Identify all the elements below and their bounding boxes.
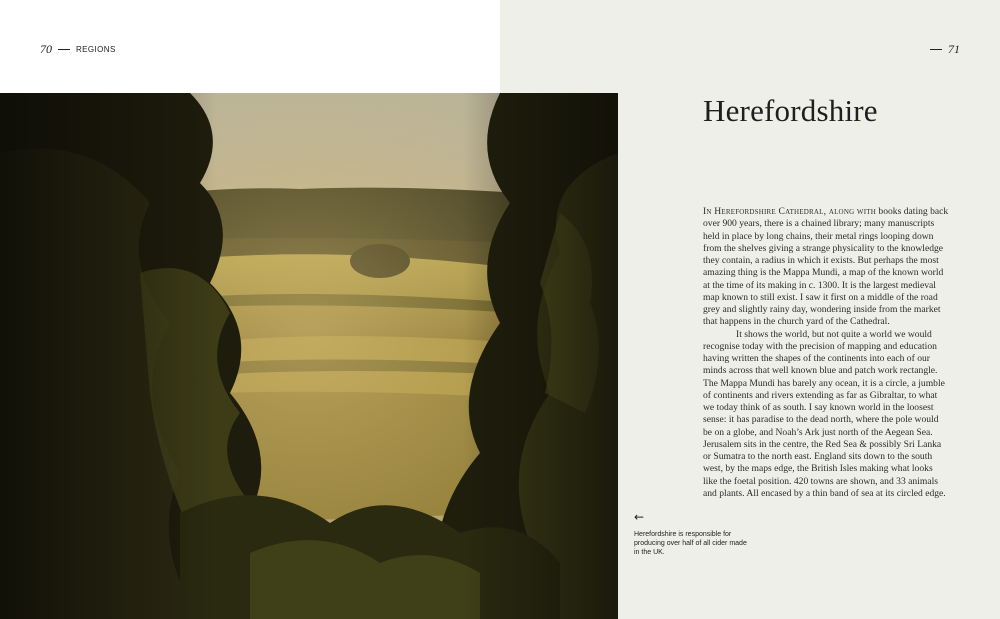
right-folio: [930, 42, 960, 57]
left-page-number: 70: [40, 42, 52, 56]
article-title: Herefordshire: [703, 93, 878, 128]
photo-caption: Herefordshire is responsible for producing over half of all cider made in the UK.: [634, 531, 747, 556]
article-paragraph: It shows the world, but not quite a world we would recognise today with the precision of mapping and education having written the shapes of the continents into each of our minds across that well known blue and patch work rectangle. The Mappa Mundi has barely any ocean, it is a circle, a jumble of continents and rivers extending as far as Gibraltar, to what we today think of as south. I say known world in the loosest sense: it has paradise to the dead north, where the pole would be on a globe, and Noah’s Ark just north of the Aegean Sea. Jerusalem sits in the centre, the Red Sea & possibly Sri Lanka or Sumatra to the north east. England sits down to the south west, by the maps edge, the British Isles making what looks like the foetal position. 420 towns are shown, and 33 animals and plants. All encased by a thin band of sea at its circled edge.: [703, 328, 946, 499]
left-folio: [40, 42, 116, 57]
folio-dash: [58, 49, 70, 50]
article-body: [703, 206, 949, 500]
paragraph-text: books dating back over 900 years, there is a chained library; many manuscripts held in place by long chains, their metal rings looping down from the shelves giving a strange physicality to the knowledge they contain, a radius in which it exists. But perhaps the most amazing thing is the Mappa Mundi, a map of the known world at the time of its making in c. 1300. It is the largest medieval map known to still exist. I saw it first on a middle of the road grey and slightly rainy day, wondering inside from the market that happens in the church yard of the Cathedral.: [703, 206, 949, 328]
article-paragraph: [703, 206, 949, 329]
left-arrow-icon: ←: [634, 510, 645, 524]
right-page-number: 71: [948, 42, 960, 56]
lead-in: In Herefordshire Cathedral, along with: [703, 206, 876, 217]
folio-dash: [930, 49, 942, 50]
landscape-photo: [0, 93, 618, 619]
section-label: REGIONS: [76, 45, 116, 54]
